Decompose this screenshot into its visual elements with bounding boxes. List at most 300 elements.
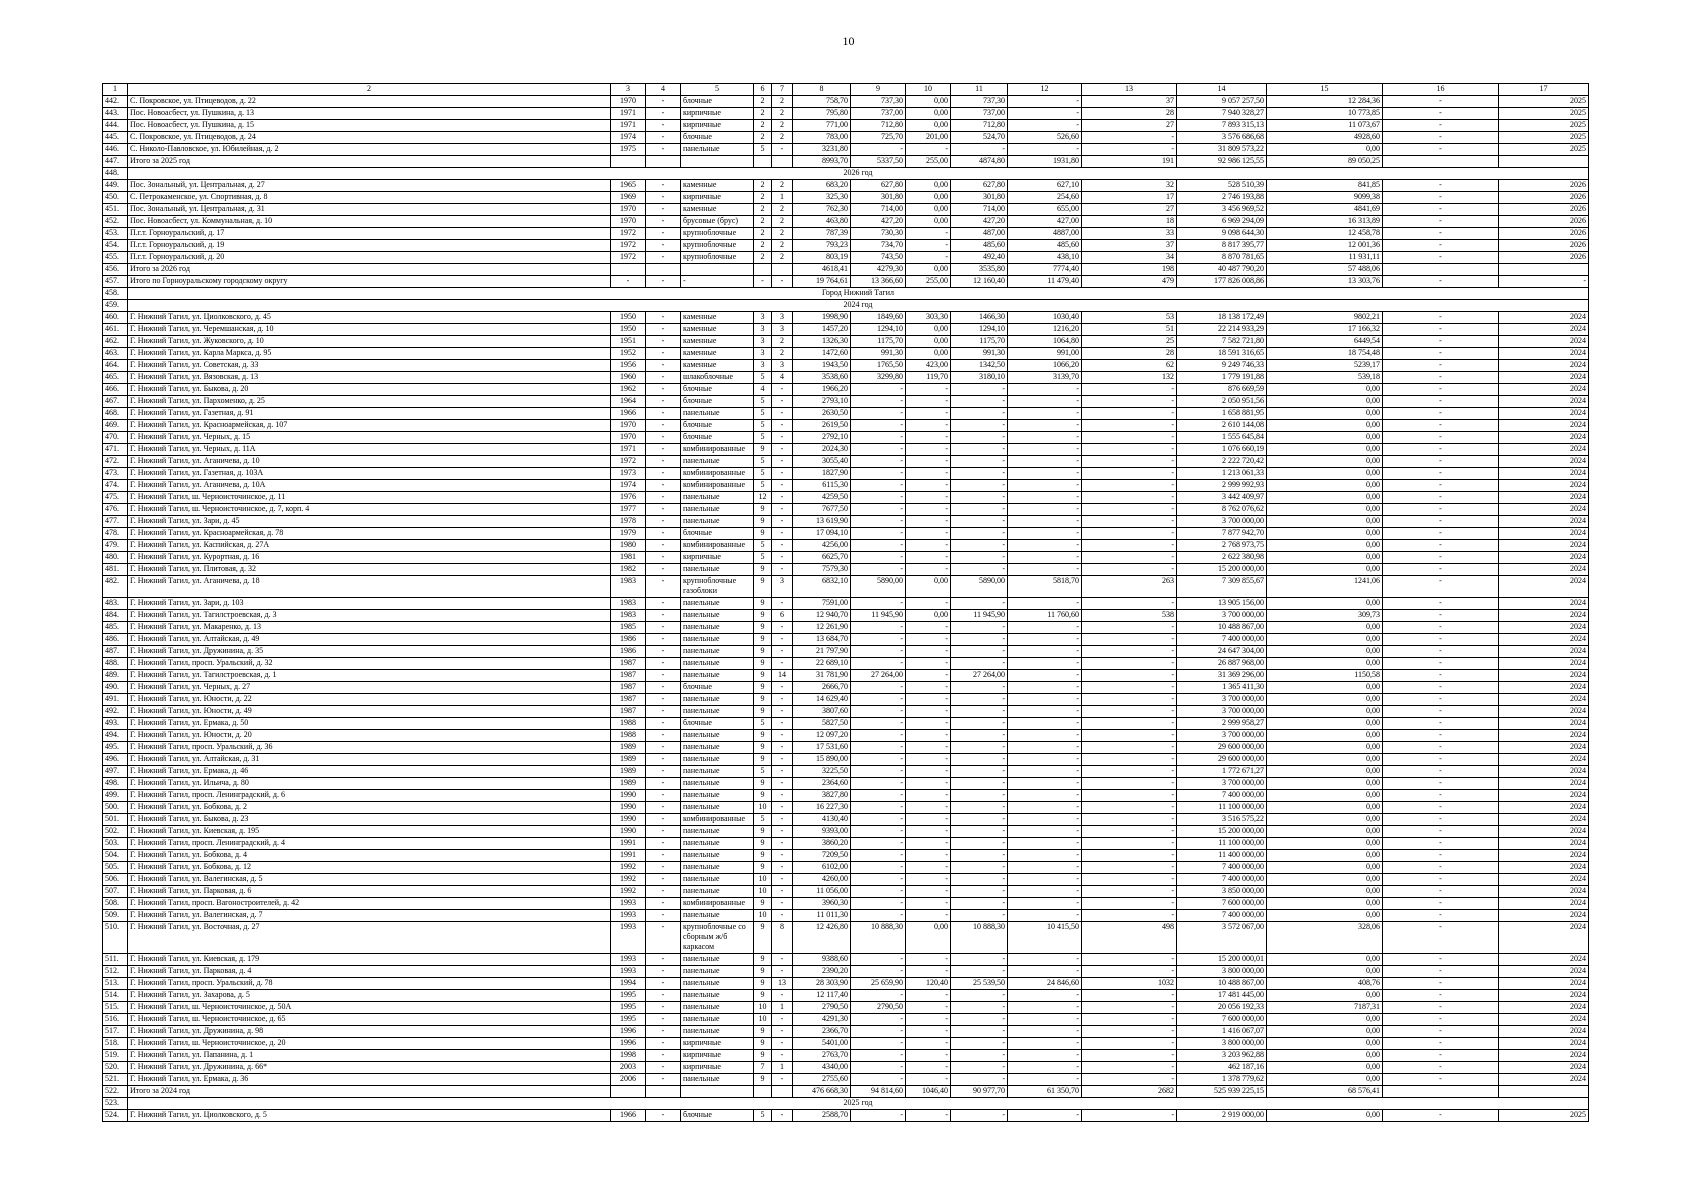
table-cell: 6115,30 (793, 480, 851, 492)
table-row (103, 336, 1589, 348)
table-cell: 468. (103, 408, 128, 420)
table-cell: 2024 (1499, 528, 1589, 540)
table-cell: 487,00 (951, 228, 1008, 240)
table-cell: 11 100 000,00 (1177, 802, 1267, 814)
table-cell: 2 (754, 192, 772, 204)
table-cell: - (1008, 1062, 1082, 1074)
table-cell: 1472,60 (793, 348, 851, 360)
table-cell: 3 (754, 348, 772, 360)
table-cell: 2682 (1082, 1086, 1177, 1098)
table-cell: - (646, 1062, 681, 1074)
table-cell: 6102,00 (793, 862, 851, 874)
table-cell: 0,00 (1267, 754, 1383, 766)
table-cell: - (951, 1110, 1008, 1122)
table-cell: - (951, 528, 1008, 540)
table-cell: 119,70 (906, 372, 951, 384)
table-cell: - (772, 468, 793, 480)
table-cell: - (772, 742, 793, 754)
table-cell: 5 (754, 372, 772, 384)
table-cell: 5239,17 (1267, 360, 1383, 372)
table-cell: - (1082, 778, 1177, 790)
table-cell: - (1082, 468, 1177, 480)
table-row (103, 408, 1589, 420)
table-cell: 9 249 746,33 (1177, 360, 1267, 372)
address-cell: Г. Нижний Тагил, просп. Вагоностроителей, д. 42 (128, 898, 611, 910)
table-cell: 17 166,32 (1267, 324, 1383, 336)
table-cell: - (1082, 1038, 1177, 1050)
table-cell: 2024 (1499, 634, 1589, 646)
table-cell: 1993 (611, 910, 646, 922)
table-cell: - (646, 978, 681, 990)
table-cell: 4928,60 (1267, 132, 1383, 144)
table-row (103, 990, 1589, 1002)
address-cell: Г. Нижний Тагил, ул. Черных, д. 11А (128, 444, 611, 456)
table-row (103, 288, 1589, 300)
table-cell: - (646, 1014, 681, 1026)
table-cell: 2790,50 (851, 1002, 906, 1014)
table-row (103, 372, 1589, 384)
table-cell: 0,00 (906, 336, 951, 348)
table-cell: - (1383, 432, 1499, 444)
table-cell (1383, 156, 1499, 168)
table-cell: 11 479,40 (1008, 276, 1082, 288)
table-cell: каменные (681, 336, 754, 348)
table-cell: 2 919 000,00 (1177, 1110, 1267, 1122)
table-cell: 3 572 067,00 (1177, 922, 1267, 954)
table-cell: - (646, 276, 681, 288)
address-cell: Г. Нижний Тагил, просп. Уральский, д. 32 (128, 658, 611, 670)
table-cell: 2024 (1499, 1002, 1589, 1014)
table-cell: - (851, 396, 906, 408)
table-cell: 0,00 (1267, 814, 1383, 826)
table-cell: 793,23 (793, 240, 851, 252)
table-cell: 2 (754, 108, 772, 120)
table-cell: 2024 (1499, 480, 1589, 492)
table-cell: - (1383, 598, 1499, 610)
table-cell: - (772, 504, 793, 516)
table-cell: 1 (772, 1062, 793, 1074)
table-cell: 0,00 (1267, 480, 1383, 492)
table-cell: 28 (1082, 348, 1177, 360)
table-cell: - (772, 634, 793, 646)
table-cell: каменные (681, 180, 754, 192)
table-cell: 462. (103, 336, 128, 348)
table-row (103, 360, 1589, 372)
table-cell: 517. (103, 1026, 128, 1038)
address-cell: С. Покровское, ул. Птицеводов, д. 24 (128, 132, 611, 144)
table-cell: 1990 (611, 790, 646, 802)
table-cell: 1970 (611, 96, 646, 108)
table-cell: 2 610 144,08 (1177, 420, 1267, 432)
table-cell: 489. (103, 670, 128, 682)
table-cell: 12 261,90 (793, 622, 851, 634)
table-cell: 1765,50 (851, 360, 906, 372)
table-cell: 456. (103, 264, 128, 276)
table-cell: - (772, 850, 793, 862)
table-cell: - (906, 504, 951, 516)
table-cell: 461. (103, 324, 128, 336)
table-cell: - (1008, 504, 1082, 516)
table-cell: 198 (1082, 264, 1177, 276)
table-cell: 480. (103, 552, 128, 564)
table-cell: 1988 (611, 718, 646, 730)
header-cell: 6 (754, 84, 772, 96)
table-row (103, 778, 1589, 790)
table-row (103, 910, 1589, 922)
address-cell: Г. Нижний Тагил, ул. Циолковского, д. 45 (128, 312, 611, 324)
address-cell: Итого за 2024 год (128, 1086, 611, 1098)
table-cell: 2026 (1499, 240, 1589, 252)
table-cell: - (1082, 144, 1177, 156)
table-cell: комбинированные (681, 480, 754, 492)
table-cell: - (906, 1062, 951, 1074)
table-cell: - (951, 826, 1008, 838)
table-cell: - (772, 622, 793, 634)
table-cell: 1962 (611, 384, 646, 396)
table-cell: 1993 (611, 966, 646, 978)
table-cell: 1981 (611, 552, 646, 564)
table-cell: 1993 (611, 898, 646, 910)
table-cell: 9393,00 (793, 826, 851, 838)
table-cell: 1294,10 (951, 324, 1008, 336)
table-cell: - (1082, 814, 1177, 826)
table-cell: 655,00 (1008, 204, 1082, 216)
table-cell: панельные (681, 790, 754, 802)
table-cell: 9 (754, 1026, 772, 1038)
table-cell: - (772, 910, 793, 922)
table-cell: - (951, 384, 1008, 396)
address-cell: Г. Нижний Тагил, ул. Бобкова, д. 12 (128, 862, 611, 874)
table-cell: 449. (103, 180, 128, 192)
table-cell: 2390,20 (793, 966, 851, 978)
table-cell: - (646, 384, 681, 396)
table-cell: 0,00 (1267, 838, 1383, 850)
table-cell: 1972 (611, 228, 646, 240)
table-cell: 2025 (1499, 132, 1589, 144)
table-cell: - (951, 420, 1008, 432)
table-cell: - (1008, 468, 1082, 480)
table-cell: - (646, 552, 681, 564)
table-cell: комбинированные (681, 444, 754, 456)
table-cell: - (772, 480, 793, 492)
table-cell: - (951, 802, 1008, 814)
table-cell: - (772, 1110, 793, 1122)
table-cell: - (851, 432, 906, 444)
table-cell: - (851, 420, 906, 432)
address-cell: Г. Нижний Тагил, ул. Зари, д. 45 (128, 516, 611, 528)
table-cell: 520. (103, 1062, 128, 1074)
table-cell: - (772, 754, 793, 766)
table-cell: 17 (1082, 192, 1177, 204)
table-row (103, 802, 1589, 814)
table-cell: 2 (754, 96, 772, 108)
table-cell: - (951, 504, 1008, 516)
table-cell: 2 (754, 120, 772, 132)
table-cell: 2025 (1499, 144, 1589, 156)
table-cell: - (1383, 528, 1499, 540)
address-cell: Г. Нижний Тагил, ул. Советская, д. 33 (128, 360, 611, 372)
table-cell: - (851, 990, 906, 1002)
table-cell: крупноблочные (681, 252, 754, 264)
table-cell: 40 487 790,20 (1177, 264, 1267, 276)
table-cell: панельные (681, 886, 754, 898)
table-cell: 2 (754, 204, 772, 216)
table-cell: 7 893 315,13 (1177, 120, 1267, 132)
table-cell: 16 313,89 (1267, 216, 1383, 228)
table-cell: 627,80 (851, 180, 906, 192)
table-cell: - (1383, 192, 1499, 204)
table-cell: 10 488 867,00 (1177, 622, 1267, 634)
table-cell: - (906, 1110, 951, 1122)
header-cell: 11 (951, 84, 1008, 96)
table-cell: - (1383, 396, 1499, 408)
table-cell: 758,70 (793, 96, 851, 108)
table-cell: каменные (681, 324, 754, 336)
table-cell: - (1383, 910, 1499, 922)
table-cell: 538 (1082, 610, 1177, 622)
table-cell: 9 (754, 862, 772, 874)
table-row (103, 814, 1589, 826)
table-cell: 1241,06 (1267, 576, 1383, 598)
table-cell: - (772, 646, 793, 658)
table-cell: 19 764,61 (793, 276, 851, 288)
table-cell: - (851, 492, 906, 504)
table-cell: 496. (103, 754, 128, 766)
table-row (103, 1038, 1589, 1050)
address-cell: Г. Нижний Тагил, ул. Киевская, д. 195 (128, 826, 611, 838)
address-cell: Г. Нижний Тагил, ул. Алтайская, д. 31 (128, 754, 611, 766)
table-cell: панельные (681, 1014, 754, 1026)
table-cell: 5 (754, 766, 772, 778)
table-cell: - (772, 874, 793, 886)
table-cell: 328,06 (1267, 922, 1383, 954)
table-cell: 2790,50 (793, 1002, 851, 1014)
table-cell: 516. (103, 1014, 128, 1026)
table-cell: 0,00 (906, 180, 951, 192)
table-cell: - (851, 1110, 906, 1122)
table-cell: - (646, 240, 681, 252)
table-cell: 2024 (1499, 778, 1589, 790)
table-cell (611, 1086, 646, 1098)
table-cell: 15 890,00 (793, 754, 851, 766)
table-cell: 3827,80 (793, 790, 851, 802)
table-cell: - (1082, 874, 1177, 886)
table-cell: панельные (681, 802, 754, 814)
table-cell: 31 809 573,22 (1177, 144, 1267, 156)
table-cell: - (1383, 468, 1499, 480)
table-cell: - (851, 528, 906, 540)
table-cell: 2666,70 (793, 682, 851, 694)
table-cell: - (1499, 276, 1589, 288)
table-cell: 0,00 (1267, 990, 1383, 1002)
table-cell: - (951, 408, 1008, 420)
table-cell: - (772, 814, 793, 826)
table-cell: - (1383, 850, 1499, 862)
table-cell: 1950 (611, 324, 646, 336)
table-cell: 11 945,90 (951, 610, 1008, 622)
table-cell: 0,00 (906, 96, 951, 108)
table-cell: 3 516 575,22 (1177, 814, 1267, 826)
table-cell: блочные (681, 432, 754, 444)
table-cell: 9 (754, 1038, 772, 1050)
table-cell: 2024 (1499, 718, 1589, 730)
table-cell: кирпичные (681, 1050, 754, 1062)
table-cell: 502. (103, 826, 128, 838)
table-cell: - (1383, 694, 1499, 706)
table-cell: - (1383, 564, 1499, 576)
table-cell: - (1383, 790, 1499, 802)
table-cell: 470. (103, 432, 128, 444)
table-cell: - (646, 874, 681, 886)
table-cell: - (951, 622, 1008, 634)
table-cell: панельные (681, 634, 754, 646)
table-cell: 1 378 779,62 (1177, 1074, 1267, 1086)
table-cell: 2026 (1499, 180, 1589, 192)
table-cell: - (1008, 516, 1082, 528)
table-cell: 3 700 000,00 (1177, 694, 1267, 706)
address-cell: Итого по Горноуральскому городскому округу (128, 276, 611, 288)
table-cell: 5818,70 (1008, 576, 1082, 598)
table-cell: 22 689,10 (793, 658, 851, 670)
table-cell: 13 619,90 (793, 516, 851, 528)
address-cell: Г. Нижний Тагил, ул. Юности, д. 20 (128, 730, 611, 742)
table-cell: 1995 (611, 1002, 646, 1014)
table-row (103, 1062, 1589, 1074)
table-cell: 0,00 (1267, 954, 1383, 966)
table-cell: - (851, 540, 906, 552)
table-cell: 2024 (1499, 646, 1589, 658)
table-cell: 53 (1082, 312, 1177, 324)
address-cell: Г. Нижний Тагил, просп. Ленинградский, д. 6 (128, 790, 611, 802)
address-cell: Г. Нижний Тагил, ул. Ермака, д. 36 (128, 1074, 611, 1086)
table-cell: 1294,10 (851, 324, 906, 336)
table-cell: - (851, 1038, 906, 1050)
table-cell: 3139,70 (1008, 372, 1082, 384)
table-cell: - (772, 396, 793, 408)
table-cell: - (851, 552, 906, 564)
table-cell: - (646, 120, 681, 132)
table-cell: - (1082, 886, 1177, 898)
table-cell: 0,00 (1267, 598, 1383, 610)
table-cell: 9 (754, 730, 772, 742)
table-cell: 488. (103, 658, 128, 670)
table-cell: 0,00 (906, 264, 951, 276)
table-cell: 0,00 (1267, 730, 1383, 742)
table-cell: 0,00 (1267, 540, 1383, 552)
table-cell: - (1008, 730, 1082, 742)
table-cell: - (1383, 898, 1499, 910)
table-cell: 0,00 (906, 348, 951, 360)
table-cell: - (646, 706, 681, 718)
table-cell: 3 203 962,88 (1177, 1050, 1267, 1062)
table-cell: - (1383, 360, 1499, 372)
table-cell: - (1383, 1038, 1499, 1050)
table-cell: - (1383, 1050, 1499, 1062)
table-row (103, 444, 1589, 456)
table-cell: 2024 (1499, 754, 1589, 766)
table-cell: - (1383, 706, 1499, 718)
table-cell: панельные (681, 456, 754, 468)
table-cell: - (906, 420, 951, 432)
table-cell: 2026 (1499, 252, 1589, 264)
table-cell: - (1383, 420, 1499, 432)
table-cell: панельные (681, 874, 754, 886)
table-cell: - (1008, 742, 1082, 754)
table-cell: - (1383, 658, 1499, 670)
table-cell: кирпичные (681, 120, 754, 132)
table-cell: - (646, 504, 681, 516)
table-cell: 11 073,67 (1267, 120, 1383, 132)
table-row (103, 1002, 1589, 1014)
table-cell: 12 940,70 (793, 610, 851, 622)
table-cell: шлакоблочные (681, 372, 754, 384)
table-cell: 0,00 (1267, 850, 1383, 862)
table-cell: 2024 (1499, 384, 1589, 396)
table-row (103, 276, 1589, 288)
table-cell: 301,80 (851, 192, 906, 204)
table-cell: - (772, 492, 793, 504)
table-cell: 31 781,90 (793, 670, 851, 682)
table-cell: 1969 (611, 192, 646, 204)
table-cell: 10 (754, 910, 772, 922)
table-cell: - (646, 468, 681, 480)
table-cell: блочные (681, 96, 754, 108)
table-cell: - (1383, 204, 1499, 216)
table-cell: 1989 (611, 754, 646, 766)
table-cell: 27 264,00 (951, 670, 1008, 682)
table-cell: 2024 (1499, 886, 1589, 898)
table-cell: 462 187,16 (1177, 1062, 1267, 1074)
table-cell: панельные (681, 754, 754, 766)
table-cell: - (646, 646, 681, 658)
table-cell: 37 (1082, 96, 1177, 108)
table-cell: 511. (103, 954, 128, 966)
table-cell: - (951, 850, 1008, 862)
table-cell: - (906, 742, 951, 754)
table-cell: 7677,50 (793, 504, 851, 516)
table-cell: панельные (681, 862, 754, 874)
table-cell: - (851, 622, 906, 634)
table-cell: 10 888,30 (851, 922, 906, 954)
table-cell: 8 762 076,62 (1177, 504, 1267, 516)
table-cell: 9 057 257,50 (1177, 96, 1267, 108)
table-cell: 408,76 (1267, 978, 1383, 990)
table-cell: 12 284,36 (1267, 96, 1383, 108)
table-cell: 0,00 (1267, 420, 1383, 432)
table-cell: - (1008, 1110, 1082, 1122)
table-cell: 446. (103, 144, 128, 156)
table-cell: 1988 (611, 730, 646, 742)
table-cell: - (1008, 706, 1082, 718)
table-cell: 2763,70 (793, 1050, 851, 1062)
address-cell: Г. Нижний Тагил, ул. Бобкова, д. 4 (128, 850, 611, 862)
table-cell: 1466,30 (951, 312, 1008, 324)
table-cell: - (951, 658, 1008, 670)
table-cell: 2 (772, 132, 793, 144)
table-cell: 1827,90 (793, 468, 851, 480)
table-row (103, 922, 1589, 954)
table-cell: - (646, 790, 681, 802)
table-cell: 6449,54 (1267, 336, 1383, 348)
table-cell: - (646, 954, 681, 966)
table-cell: - (1383, 634, 1499, 646)
table-cell: 1975 (611, 144, 646, 156)
table-cell: блочные (681, 420, 754, 432)
table-cell: 9 (754, 990, 772, 1002)
table-cell: 464. (103, 360, 128, 372)
table-cell: - (1008, 886, 1082, 898)
table-cell: 9 (754, 954, 772, 966)
